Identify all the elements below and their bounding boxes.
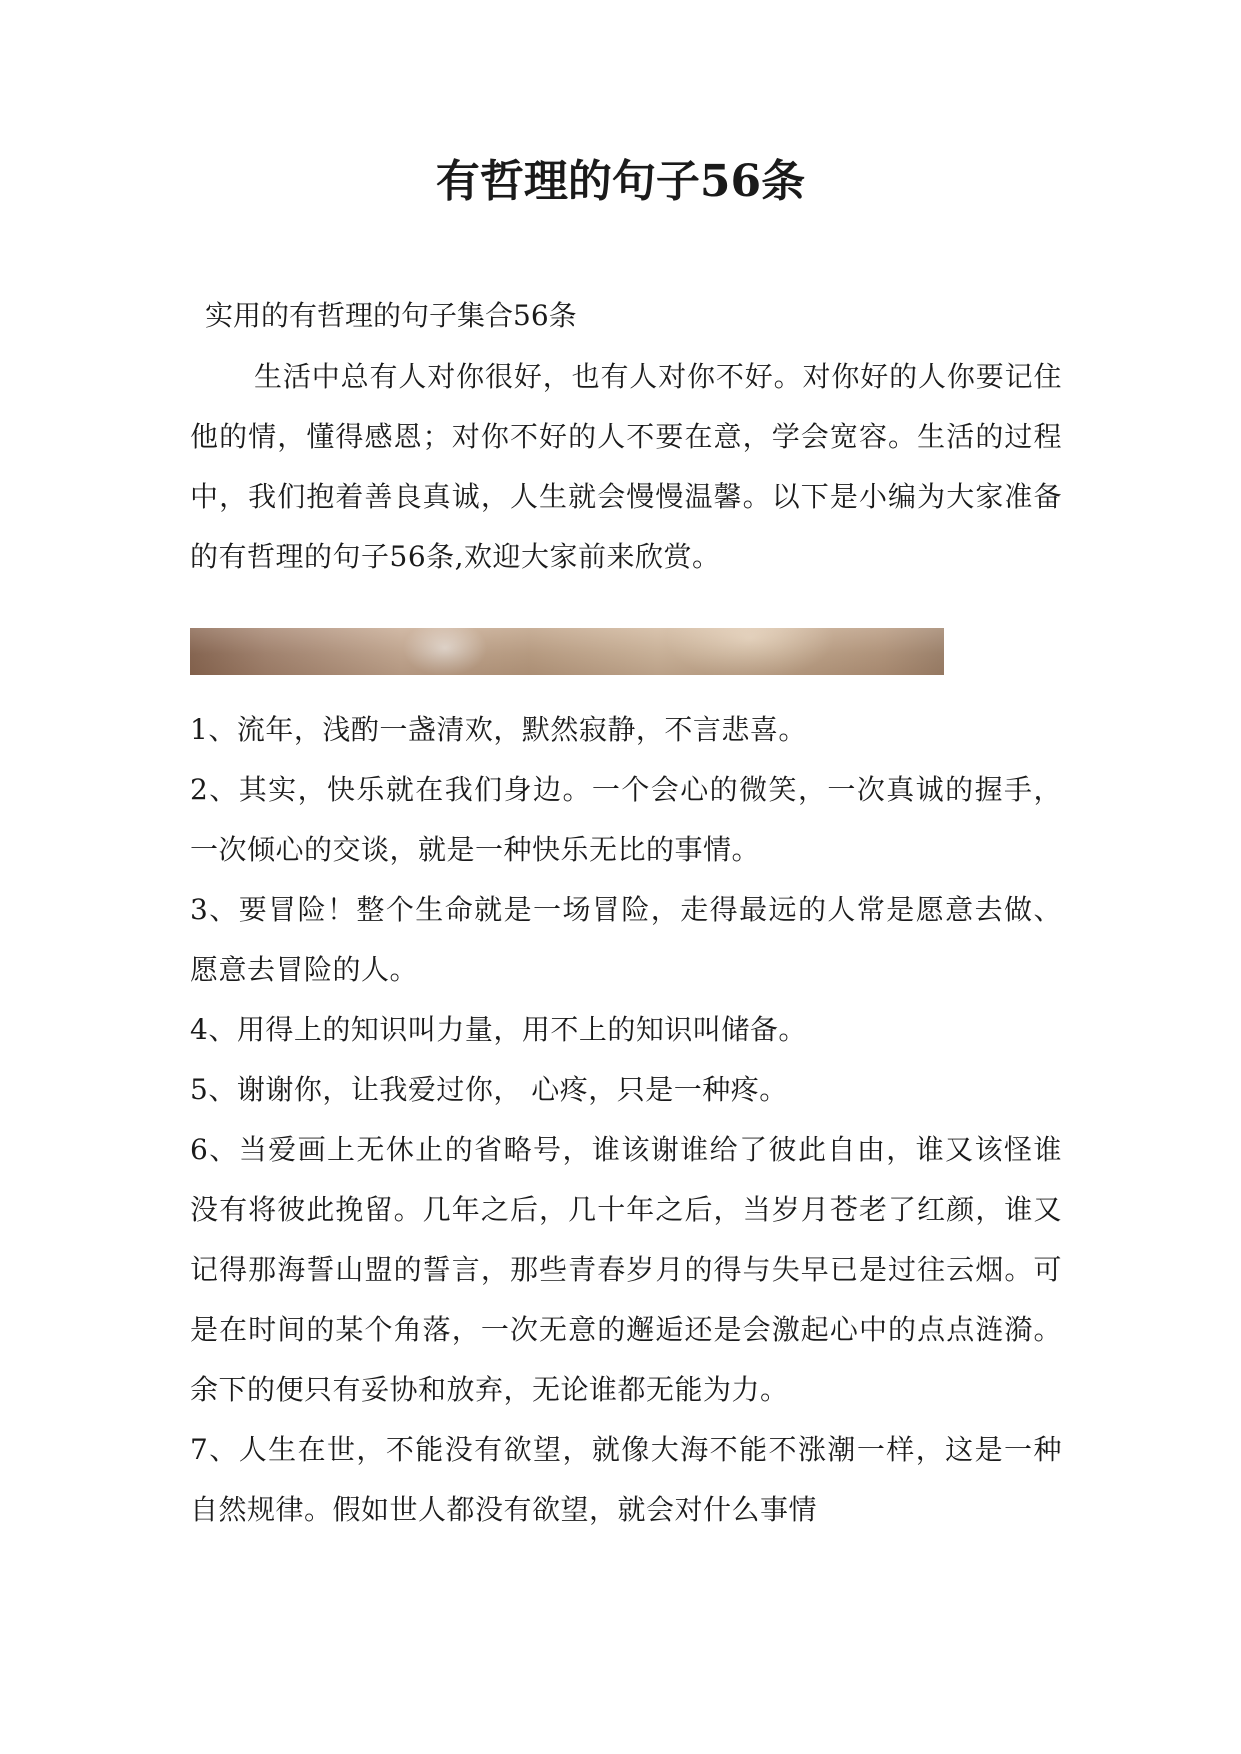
list-item: 3、要冒险！整个生命就是一场冒险，走得最远的人常是愿意去做、愿意去冒险的人。 [190, 893, 1062, 986]
sentence-list [190, 700, 1062, 1540]
list-item: 5、谢谢你，让我爱过你， 心疼，只是一种疼。 [190, 1073, 788, 1106]
list-item: 6、当爱画上无休止的省略号，谁该谢谁给了彼此自由，谁又该怪谁没有将彼此挽留。几年之后，几十年之后，当岁月苍老了红颜，谁又记得那海誓山盟的誓言，那些青春岁月的得与失早已是过往云烟。可是在时间的某个角落，一次无意的邂逅还是会激起心中的点点涟漪。余下的便只有妥协和放弃，无论谁都无能为力。 [190, 1133, 1062, 1406]
list-item: 2、其实，快乐就在我们身边。一个会心的微笑，一次真诚的握手，一次倾心的交谈，就是一种快乐无比的事情。 [190, 773, 1062, 866]
list-item: 7、人生在世，不能没有欲望，就像大海不能不涨潮一样，这是一种自然规律。假如世人都没有欲望，就会对什么事情 [190, 1433, 1062, 1526]
document-subtitle: 实用的有哲理的句子集合56条 [205, 299, 577, 332]
list-item: 1、流年，浅酌一盏清欢，默然寂静，不言悲喜。 [190, 713, 807, 746]
document-title: 有哲理的句子56条 [435, 156, 806, 207]
banner-image [190, 628, 944, 675]
intro-paragraph: 生活中总有人对你很好，也有人对你不好。对你好的人你要记住他的情，懂得感恩；对你不好的人不要在意，学会宽容。生活的过程中，我们抱着善良真诚，人生就会慢慢温馨。以下是小编为大家准备的有哲理的句子56条,欢迎大家前来欣赏。 [190, 360, 1062, 573]
list-item: 4、用得上的知识叫力量，用不上的知识叫储备。 [190, 1013, 807, 1046]
